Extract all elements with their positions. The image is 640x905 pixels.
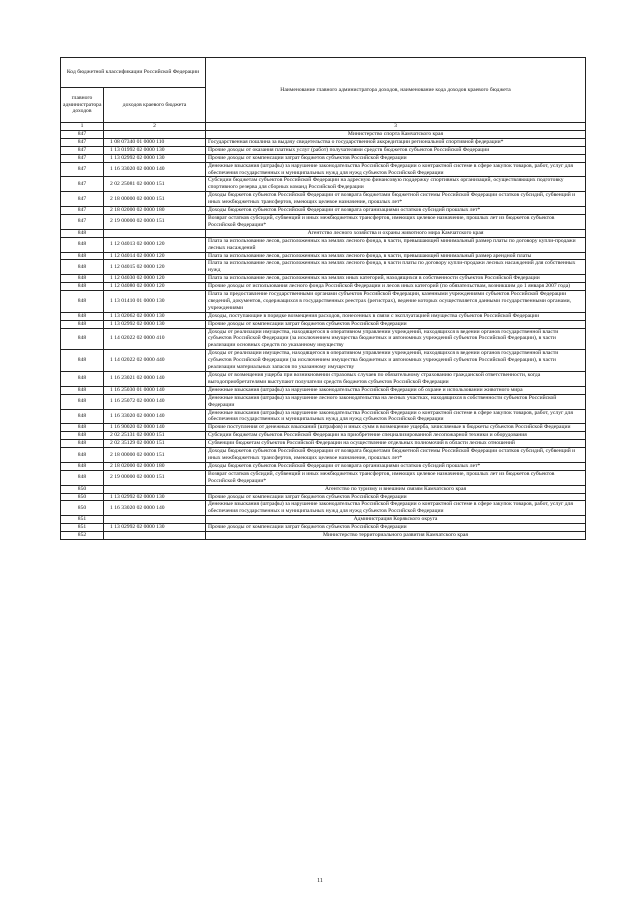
- income-name-cell: Государственная пошлина за выдачу свидетельства о государственной аккредитации региональной спортивной федерации*: [206, 138, 586, 146]
- table-row: [61, 440, 586, 448]
- income-name-cell: Доходы от реализации имущества, находящегося в оперативном управлении учреждений, находящихся в ведении органов государственной власти субъектов Российской Федерации (за исключением имущества бюджетных и автономных учреждений субъектов Российской Федерации), в части реализации основных средств по указанному имуществу: [206, 328, 586, 350]
- table-section-row: [61, 516, 586, 524]
- table-row: [61, 275, 586, 283]
- table-row: [61, 252, 586, 260]
- income-code-cell: 1 13 02062 02 0000 130: [104, 312, 206, 320]
- income-name-cell: Плата за использование лесов, расположенных на землях лесного фонда, в части, превышающей минимальный размер арендной платы: [206, 252, 586, 260]
- header-col-number: 2: [104, 123, 206, 131]
- table-row: [61, 424, 586, 432]
- income-code-cell: 2 02 35129 02 0000 151: [104, 440, 206, 448]
- table-row: [61, 409, 586, 424]
- header-group-title: Код бюджетной классификации Российской Федерации: [61, 58, 206, 88]
- income-name-cell: Плата за использование лесов, расположенных на землях лесного фонда, в части платы по договору купли-продажи лесных насаждений для собственных нужд: [206, 260, 586, 275]
- income-code-cell: [104, 229, 206, 237]
- table-row: [61, 312, 586, 320]
- income-name-cell: Возврат остатков субсидий, субвенций и иных межбюджетных трансфертов, имеющих целевое назначение, прошлых лет из бюджетов субъектов Российской Федерации*: [206, 214, 586, 229]
- table-row: [61, 432, 586, 440]
- income-code-cell: 1 12 04080 02 0000 120: [104, 283, 206, 291]
- income-code-cell: 2 18 00000 02 0000 151: [104, 448, 206, 463]
- income-name-cell: Доходы бюджетов субъектов Российской Федерации от возврата организациями остатков субсидий прошлых лет*: [206, 462, 586, 470]
- table-row: [61, 320, 586, 328]
- income-code-cell: 1 16 33020 02 0000 140: [104, 409, 206, 424]
- income-name-cell: Доходы, поступающие в порядке возмещения расходов, понесенных в связи с эксплуатацией имущества субъектов Российской Федерации: [206, 312, 586, 320]
- admin-code-cell: 848: [61, 440, 104, 448]
- admin-code-cell: 848: [61, 462, 104, 470]
- admin-code-cell: 848: [61, 394, 104, 409]
- budget-classification-table: [60, 57, 586, 540]
- income-code-cell: 1 16 25072 02 0000 140: [104, 394, 206, 409]
- income-code-cell: 1 13 02992 02 0000 130: [104, 320, 206, 328]
- table-section-row: [61, 532, 586, 540]
- table-row: [61, 291, 586, 313]
- header-col-number: 1: [61, 123, 104, 131]
- table-row: [61, 462, 586, 470]
- income-code-cell: 1 13 01410 01 0000 130: [104, 291, 206, 313]
- income-name-cell: Денежные взыскания (штрафы) за нарушение законодательства Российской Федерации о контрактной системе в сфере закупок товаров, работ, услуг для обеспечения государственных и муниципальных нужд для нужд субъектов Российской Федерации: [206, 162, 586, 177]
- admin-code-cell: 848: [61, 260, 104, 275]
- income-name-cell: Прочие доходы от компенсации затрат бюджетов субъектов Российской Федерации: [206, 154, 586, 162]
- admin-code-cell: 848: [61, 320, 104, 328]
- section-title-cell: Министерство территориального развития Камчатского края: [206, 532, 586, 540]
- income-name-cell: Прочие поступления от денежных взысканий (штрафов) и иных сумм в возмещение ущерба, зачисляемые в бюджеты субъектов Российской Федерации: [206, 424, 586, 432]
- table-row: [61, 138, 586, 146]
- income-code-cell: [104, 131, 206, 139]
- admin-code-cell: 848: [61, 470, 104, 485]
- income-name-cell: Субсидии бюджетам субъектов Российской Федерации на приобретение специализированной лесопожарной техники и оборудования: [206, 432, 586, 440]
- admin-code-cell: 850: [61, 493, 104, 501]
- income-code-cell: 1 12 04013 02 0000 120: [104, 237, 206, 252]
- income-code-cell: 2 19 00000 02 0000 151: [104, 470, 206, 485]
- income-name-cell: Денежные взыскания (штрафы) за нарушение законодательства Российской Федерации об охране и использовании животного мира: [206, 386, 586, 394]
- header-col2-title: доходов краевого бюджета: [104, 88, 206, 123]
- income-code-cell: 1 13 02992 02 0000 130: [104, 493, 206, 501]
- income-code-cell: 1 12 04015 02 0000 120: [104, 260, 206, 275]
- table-row: [61, 328, 586, 350]
- income-code-cell: [104, 516, 206, 524]
- admin-code-cell: 848: [61, 252, 104, 260]
- income-code-cell: 2 02 25131 02 0000 151: [104, 432, 206, 440]
- income-code-cell: 2 19 00000 02 0000 151: [104, 214, 206, 229]
- admin-code-cell: 848: [61, 229, 104, 237]
- income-code-cell: 1 08 07340 01 0000 110: [104, 138, 206, 146]
- table-row: [61, 260, 586, 275]
- admin-code-cell: 851: [61, 524, 104, 532]
- income-code-cell: 2 18 02000 02 0000 180: [104, 462, 206, 470]
- admin-code-cell: 848: [61, 312, 104, 320]
- admin-code-cell: 851: [61, 516, 104, 524]
- table-row: [61, 394, 586, 409]
- income-code-cell: 2 18 02000 02 0000 180: [104, 207, 206, 215]
- admin-code-cell: 847: [61, 192, 104, 207]
- table-row: [61, 237, 586, 252]
- table-row: [61, 493, 586, 501]
- income-code-cell: 1 16 33020 02 0000 140: [104, 501, 206, 516]
- income-code-cell: 1 16 33020 02 0000 140: [104, 162, 206, 177]
- income-code-cell: 1 12 04014 02 0000 120: [104, 252, 206, 260]
- income-name-cell: Доходы от возмещения ущерба при возникновении страховых случаев по обязательному страхованию гражданской ответственности, когда выгодоприобретателями выступают получатели средств бюджетов субъектов Российской Федерации: [206, 372, 586, 387]
- admin-code-cell: 847: [61, 162, 104, 177]
- table-row: [61, 470, 586, 485]
- table-row: [61, 162, 586, 177]
- header-col3-title: Наименование главного администратора доходов, наименование кода доходов краевого бюджета: [206, 58, 586, 123]
- income-name-cell: Возврат остатков субсидий, субвенций и иных межбюджетных трансфертов, имеющих целевое назначение, прошлых лет из бюджетов субъектов Российской Федерации*: [206, 470, 586, 485]
- income-name-cell: Прочие доходы от использования лесного фонда Российской Федерации и лесов иных категорий (по обязательствам, возникшим до 1 января 2007 года): [206, 283, 586, 291]
- header-col-number: 3: [206, 123, 586, 131]
- table-row: [61, 372, 586, 387]
- admin-code-cell: 848: [61, 409, 104, 424]
- admin-code-cell: 848: [61, 386, 104, 394]
- section-title-cell: Министерство спорта Камчатского края: [206, 131, 586, 139]
- income-code-cell: 1 14 02022 02 0000 440: [104, 350, 206, 372]
- income-name-cell: Субвенции бюджетам субъектов Российской Федерации на осуществление отдельных полномочий в области лесных отношений: [206, 440, 586, 448]
- table-row: [61, 350, 586, 372]
- admin-code-cell: 847: [61, 138, 104, 146]
- admin-code-cell: 852: [61, 532, 104, 540]
- income-code-cell: 1 12 04030 02 0000 120: [104, 275, 206, 283]
- admin-code-cell: 848: [61, 372, 104, 387]
- admin-code-cell: 850: [61, 485, 104, 493]
- income-name-cell: Доходы бюджетов субъектов Российской Федерации от возврата бюджетами бюджетной системы Российской Федерации остатков субсидий, субвенций и иных межбюджетных трансфертов, имеющих целевое назначение, прошлых лет*: [206, 192, 586, 207]
- table-row: [61, 207, 586, 215]
- table-row: [61, 154, 586, 162]
- table-row: [61, 524, 586, 532]
- income-name-cell: Прочие доходы от компенсации затрат бюджетов субъектов Российской Федерации: [206, 524, 586, 532]
- page-number: 11: [317, 878, 323, 884]
- income-code-cell: 1 13 02992 02 0000 130: [104, 154, 206, 162]
- income-name-cell: Денежные взыскания (штрафы) за нарушение лесного законодательства на лесных участках, находящихся в собственности субъектов Российской Федерации: [206, 394, 586, 409]
- income-code-cell: [104, 485, 206, 493]
- admin-code-cell: 847: [61, 131, 104, 139]
- income-code-cell: 1 13 02992 02 0000 130: [104, 524, 206, 532]
- table-row: [61, 214, 586, 229]
- table-section-row: [61, 131, 586, 139]
- income-code-cell: 2 18 00000 02 0000 151: [104, 192, 206, 207]
- admin-code-cell: 848: [61, 237, 104, 252]
- table-section-row: [61, 485, 586, 493]
- income-name-cell: Прочие доходы от оказания платных услуг (работ) получателями средств бюджетов субъектов Российской Федерации: [206, 146, 586, 154]
- table-row: [61, 386, 586, 394]
- income-name-cell: Прочие доходы от компенсации затрат бюджетов субъектов Российской Федерации: [206, 320, 586, 328]
- table-row: [61, 283, 586, 291]
- income-name-cell: Субсидии бюджетам субъектов Российской Федерации на адресную финансовую поддержку спортивных организаций, осуществляющих подготовку спортивного резерва для сборных команд Российской Федерации: [206, 177, 586, 192]
- income-name-cell: Плата за предоставление государственными органами субъектов Российской Федерации, казенными учреждениями субъектов Российской Федерации сведений, документов, содержащихся в государственных реестрах (регистрах), ведение которых осуществляется данными государственными органами, учреждениями: [206, 291, 586, 313]
- income-code-cell: 2 02 25081 02 0000 151: [104, 177, 206, 192]
- admin-code-cell: 847: [61, 214, 104, 229]
- income-code-cell: 1 16 23021 02 0000 140: [104, 372, 206, 387]
- section-title-cell: Агентство лесного хозяйства и охраны животного мира Камчатского края: [206, 229, 586, 237]
- table-row: [61, 177, 586, 192]
- income-code-cell: 1 16 25030 01 0000 140: [104, 386, 206, 394]
- income-name-cell: Доходы от реализации имущества, находящегося в оперативном управлении учреждений, находящихся в ведении органов государственной власти субъектов Российской Федерации (за исключением имущества бюджетных и автономных учреждений субъектов Российской Федерации), в части реализации материальных запасов по указанному имуществу: [206, 350, 586, 372]
- admin-code-cell: 848: [61, 432, 104, 440]
- income-code-cell: 1 16 90020 02 0000 140: [104, 424, 206, 432]
- admin-code-cell: 848: [61, 275, 104, 283]
- admin-code-cell: 847: [61, 177, 104, 192]
- admin-code-cell: 848: [61, 350, 104, 372]
- income-name-cell: Доходы бюджетов субъектов Российской Федерации от возврата организациями остатков субсидий прошлых лет*: [206, 207, 586, 215]
- admin-code-cell: 848: [61, 448, 104, 463]
- income-name-cell: Денежные взыскания (штрафы) за нарушение законодательства Российской Федерации о контрактной системе в сфере закупок товаров, работ, услуг для обеспечения государственных и муниципальных нужд для нужд субъектов Российской Федерации: [206, 409, 586, 424]
- income-code-cell: 1 13 01992 02 0000 130: [104, 146, 206, 154]
- admin-code-cell: 847: [61, 154, 104, 162]
- table-row: [61, 501, 586, 516]
- header-col1-title: главного администратора доходов: [61, 88, 104, 123]
- admin-code-cell: 848: [61, 328, 104, 350]
- table-section-row: [61, 229, 586, 237]
- income-name-cell: Плата за использование лесов, расположенных на землях лесного фонда, в части, превышающей минимальный размер платы по договору купли-продажи лесных насаждений: [206, 237, 586, 252]
- income-code-cell: [104, 532, 206, 540]
- admin-code-cell: 848: [61, 291, 104, 313]
- admin-code-cell: 848: [61, 283, 104, 291]
- admin-code-cell: 848: [61, 424, 104, 432]
- income-name-cell: Прочие доходы от компенсации затрат бюджетов субъектов Российской Федерации: [206, 493, 586, 501]
- section-title-cell: Агентство по туризму и внешним связям Камчатского края: [206, 485, 586, 493]
- table-header: [61, 58, 586, 131]
- table-row: [61, 448, 586, 463]
- income-code-cell: 1 14 02022 02 0000 410: [104, 328, 206, 350]
- table-body: [61, 131, 586, 540]
- income-name-cell: Денежные взыскания (штрафы) за нарушение законодательства Российской Федерации о контрактной системе в сфере закупок товаров, работ, услуг для обеспечения государственных и муниципальных нужд для нужд субъектов Российской Федерации: [206, 501, 586, 516]
- income-name-cell: Доходы бюджетов субъектов Российской Федерации от возврата бюджетами бюджетной системы Российской Федерации остатков субсидий, субвенций и иных межбюджетных трансфертов, имеющих целевое назначение, прошлых лет*: [206, 448, 586, 463]
- admin-code-cell: 847: [61, 207, 104, 215]
- section-title-cell: Администрация Корякского округа: [206, 516, 586, 524]
- admin-code-cell: 850: [61, 501, 104, 516]
- income-name-cell: Плата за использование лесов, расположенных на землях иных категорий, находящихся в собственности субъектов Российской Федерации: [206, 275, 586, 283]
- admin-code-cell: 847: [61, 146, 104, 154]
- table-row: [61, 192, 586, 207]
- table-row: [61, 146, 586, 154]
